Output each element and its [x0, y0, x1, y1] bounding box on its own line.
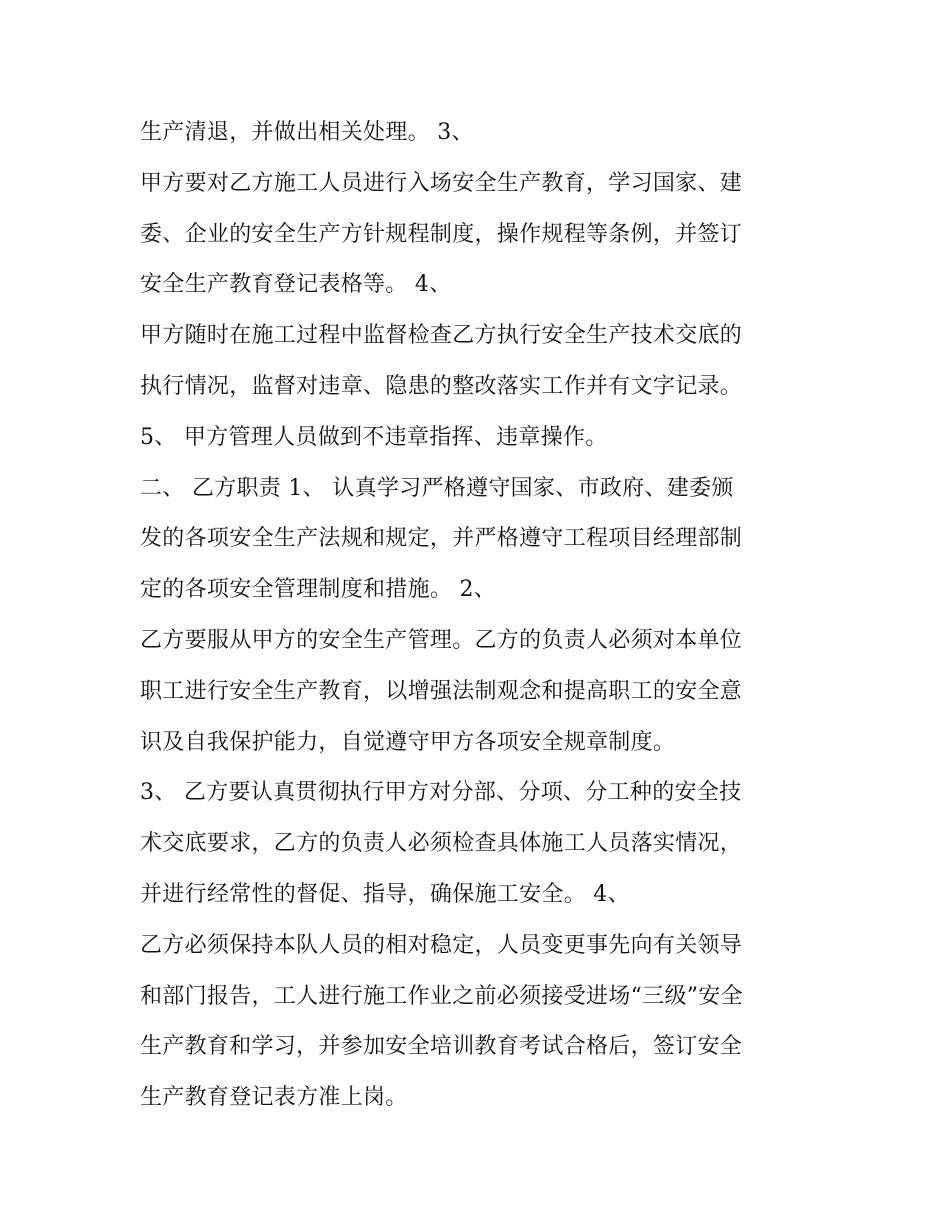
text-line: 乙方要服从甲方的安全生产管理。乙方的负责人必须对本单位 — [140, 627, 743, 653]
text-line: 生产教育登记表方准上岗。 — [140, 1085, 408, 1111]
text-line: 生产清退，并做出相关处理。 3、 — [140, 120, 474, 145]
text-line: 甲方随时在施工过程中监督检查乙方执行安全生产技术交底的 — [140, 323, 743, 349]
text-line: 并进行经常性的督促、指导，确保施工安全。 4、 — [140, 881, 630, 907]
text-line: 识及自我保护能力，自觉遵守甲方各项安全规章制度。 — [140, 729, 676, 755]
text-line: 发的各项安全生产法规和规定，并严格遵守工程项目经理部制 — [140, 526, 743, 552]
document-body — [140, 108, 830, 1124]
text-line: 定的各项安全管理制度和措施。 2、 — [140, 577, 497, 603]
text-line: 乙方必须保持本队人员的相对稳定，人员变更事先向有关领导 — [140, 932, 743, 958]
text-line: 安全生产教育登记表格等。 4、 — [140, 272, 452, 298]
text-line: 甲方要对乙方施工人员进行入场安全生产教育，学习国家、建 — [140, 170, 743, 196]
text-line: 术交底要求，乙方的负责人必须检查具体施工人员落实情况， — [140, 831, 743, 857]
text-line: 委、企业的安全生产方针规程制度，操作规程等条例，并签订 — [140, 221, 743, 247]
text-line: 执行情况，监督对违章、隐患的整改落实工作并有文字记录。 — [140, 373, 743, 399]
text-line: 生产教育和学习，并参加安全培训教育考试合格后，签订安全 — [140, 1034, 743, 1060]
text-line: 职工进行安全生产教育，以增强法制观念和提高职工的安全意 — [140, 678, 743, 704]
text-line: 3、 乙方要认真贯彻执行甲方对分部、分项、分工种的安全技 — [140, 780, 742, 806]
text-line: 二、 乙方职责 1、 认真学习严格遵守国家、市政府、建委颁 — [140, 475, 734, 501]
text-line: 和部门报告，工人进行施工作业之前必须接受进场“三级”安全 — [140, 983, 743, 1009]
text-line: 5、 甲方管理人员做到不违章指挥、违章操作。 — [140, 424, 608, 450]
